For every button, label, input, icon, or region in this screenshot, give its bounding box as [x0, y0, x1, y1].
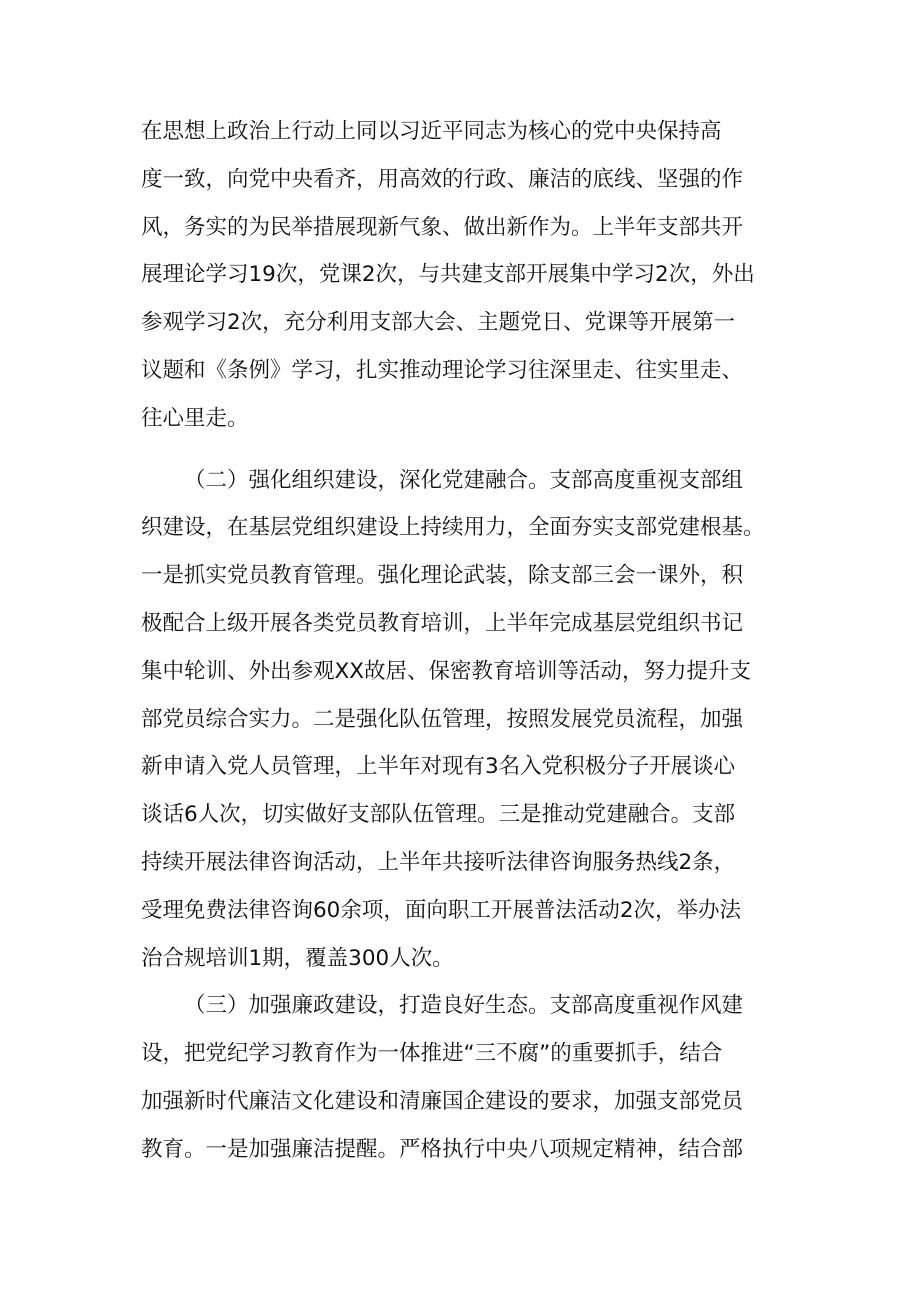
text-line: 往心里走。	[141, 405, 249, 431]
text-line: 极配合上级开展各类党员教育培训，上半年完成基层党组织书记	[141, 610, 744, 636]
text-line: 参观学习2次，充分利用支部大会、主题党日、党课等开展第一	[141, 310, 736, 336]
text-line: 谈话6人次，切实做好支部队伍管理。三是推动党建融合。支部	[141, 802, 736, 828]
paragraph-study	[141, 108, 781, 443]
text-line: （三）加强廉政建设，打造良好生态。支部高度重视作风建	[184, 993, 744, 1019]
text-line: 展理论学习19次，党课2次，与共建支部开展集中学习2次，外出	[141, 262, 755, 288]
text-line: 受理免费法律咨询60余项，面向职工开展普法活动2次，举办法	[141, 897, 742, 923]
text-line: 风，务实的为民举措展现新气象、做出新作为。上半年支部共开	[141, 214, 744, 240]
text-line: 在思想上政治上行动上同以习近平同志为核心的党中央保持高	[141, 119, 722, 144]
text-line: 一是抓实党员教育管理。强化理论武装，除支部三会一课外，积	[141, 563, 744, 589]
text-line: 设，把党纪学习教育作为一体推进“三不腐”的重要抓手，结合	[141, 1041, 723, 1067]
text-line: 新申请入党人员管理，上半年对现有3名入党积极分子开展谈心	[141, 754, 736, 780]
text-line: 持续开展法律咨询活动，上半年共接听法律咨询服务热线2条，	[141, 849, 736, 875]
paragraph-organization	[141, 457, 781, 983]
text-line: 加强新时代廉洁文化建设和清廉国企建设的要求，加强支部党员	[141, 1088, 744, 1114]
text-line: （二）强化组织建设，深化党建融合。支部高度重视支部组	[184, 467, 744, 493]
text-line: 部党员综合实力。二是强化队伍管理，按照发展党员流程，加强	[141, 706, 744, 732]
document-body	[141, 108, 781, 1174]
text-line: 织建设，在基层党组织建设上持续用力，全面夯实支部党建根基。	[141, 515, 765, 541]
paragraph-integrity	[141, 982, 781, 1173]
text-line: 度一致，向党中央看齐，用高效的行政、廉洁的底线、坚强的作	[141, 166, 744, 192]
text-line: 教育。一是加强廉洁提醒。严格执行中央八项规定精神，结合部	[141, 1136, 744, 1162]
text-line: 集中轮训、外出参观XX故居、保密教育培训等活动，努力提升支	[141, 658, 751, 684]
text-line: 议题和《条例》学习，扎实推动理论学习往深里走、往实里走、	[141, 357, 744, 383]
text-line: 治合规培训1期，覆盖300人次。	[141, 945, 454, 971]
